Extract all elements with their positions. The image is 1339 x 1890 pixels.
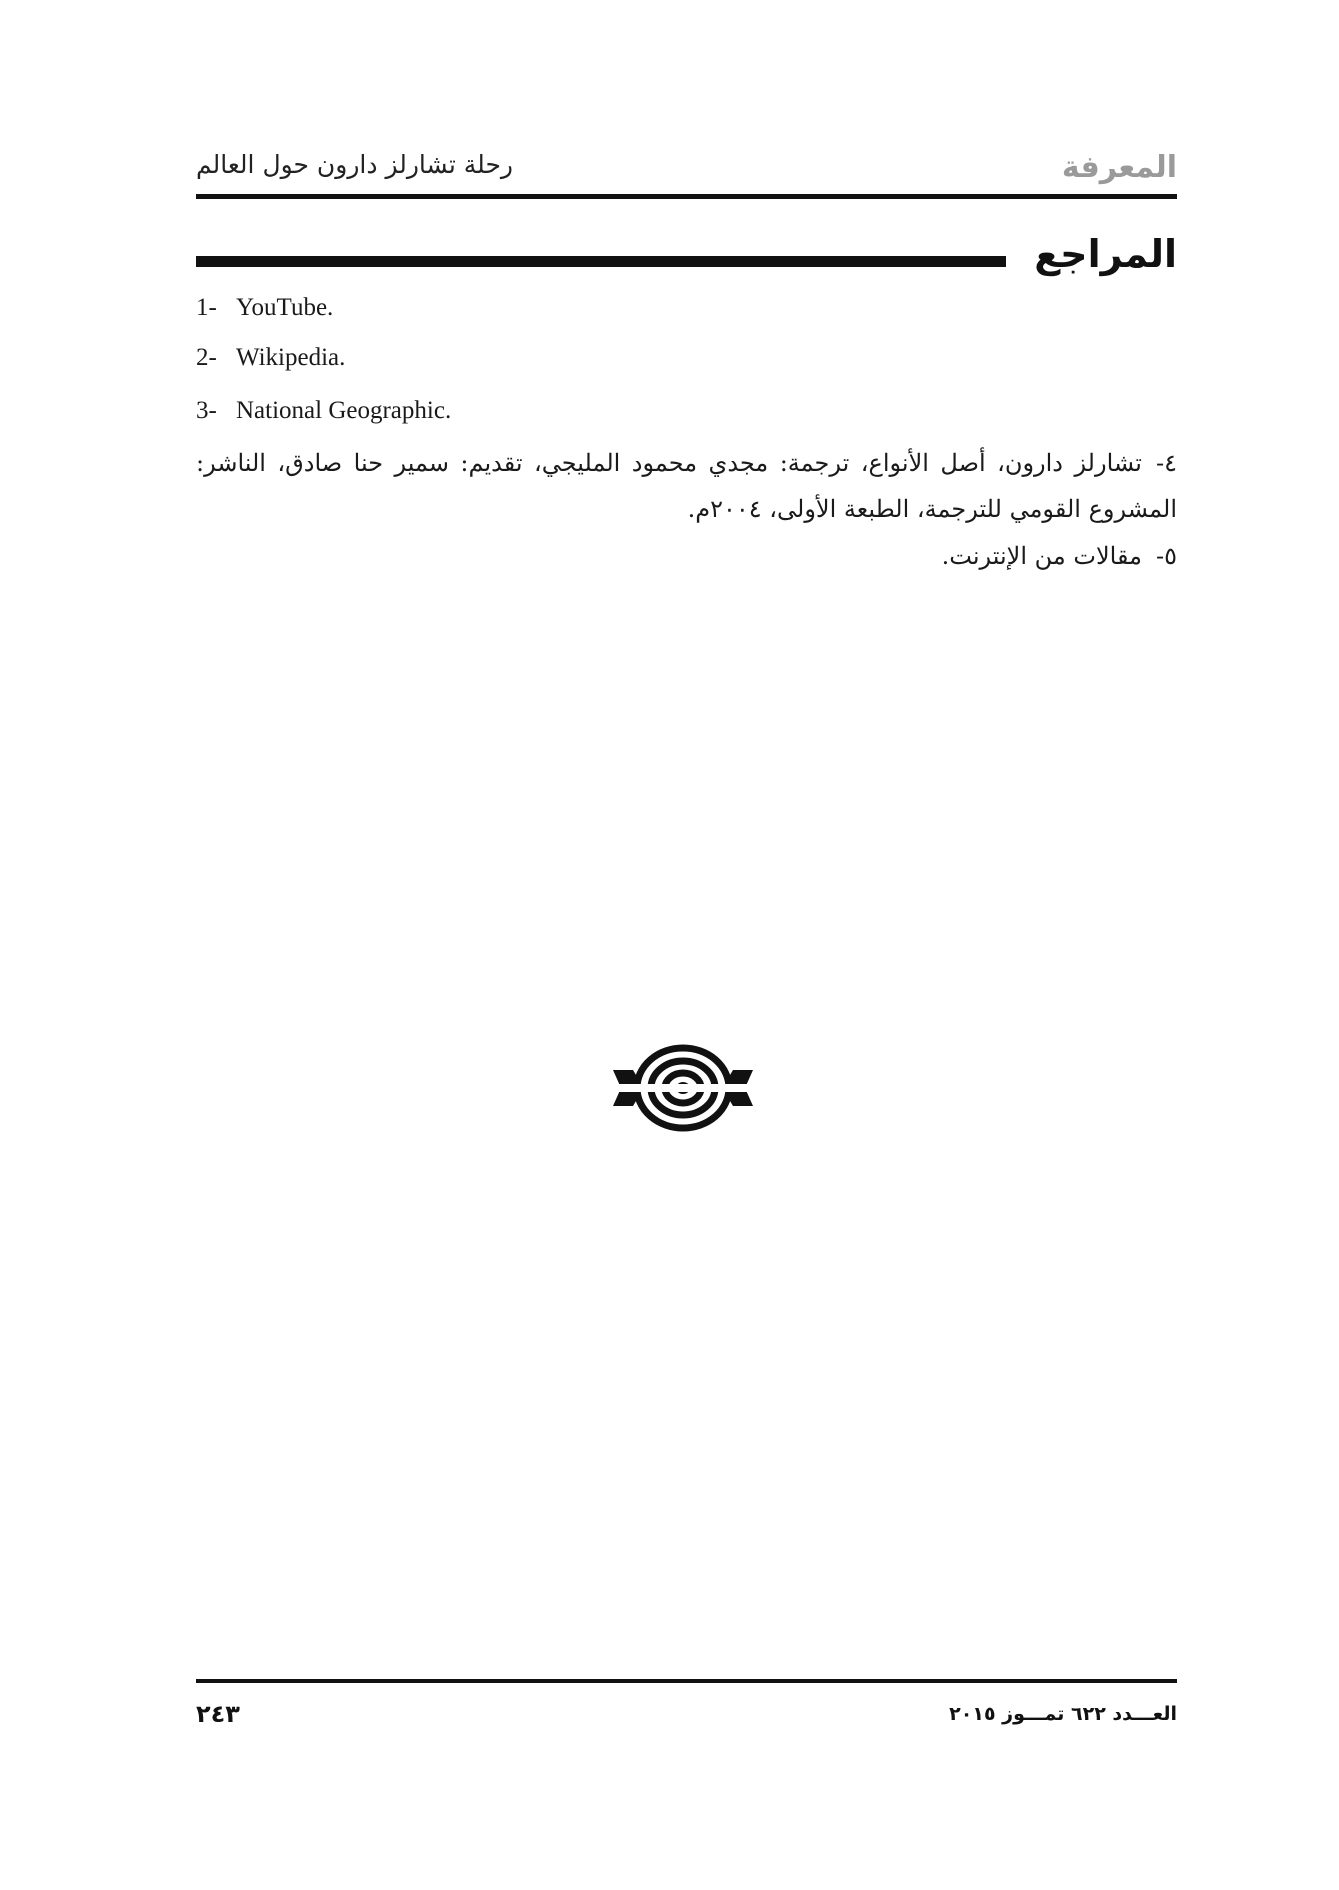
- footer-divider: [196, 1679, 1177, 1683]
- magazine-logo: المعرفة: [1061, 150, 1177, 185]
- reference-number: 1-: [196, 294, 217, 321]
- reference-item: [196, 397, 451, 425]
- reference-text: YouTube.: [236, 294, 334, 321]
- reference-number: 2-: [196, 344, 217, 371]
- reference-item: [196, 533, 1177, 579]
- reference-text: Wikipedia.: [236, 344, 346, 371]
- reference-number: ٥-: [1156, 542, 1177, 570]
- issue-info: العـــدد ٦٢٢ تمـــوز ٢٠١٥: [949, 1703, 1177, 1725]
- page-number: ٢٤٣: [196, 1700, 240, 1728]
- running-title: رحلة تشارلز دارون حول العالم: [196, 150, 513, 179]
- reference-text: National Geographic.: [236, 397, 452, 424]
- reference-number: ٤-: [1156, 449, 1177, 477]
- section-heading: المراجع: [1034, 232, 1177, 276]
- reference-number: 3-: [196, 397, 217, 424]
- reference-item: [196, 440, 1177, 532]
- section-heading-bar: [196, 256, 1006, 267]
- reference-item: [196, 344, 345, 372]
- reference-text: تشارلز دارون، أصل الأنواع، ترجمة: مجدي محمود المليجي، تقديم: سمير حنا صادق، الناشر: المشروع القومي للترجمة، الطبعة الأولى، ٢٠٠٤م.: [196, 449, 1177, 523]
- ornament-icon: [609, 1040, 757, 1136]
- header-divider: [196, 194, 1177, 199]
- reference-text: مقالات من الإنترنت.: [941, 542, 1142, 570]
- reference-item: [196, 294, 333, 322]
